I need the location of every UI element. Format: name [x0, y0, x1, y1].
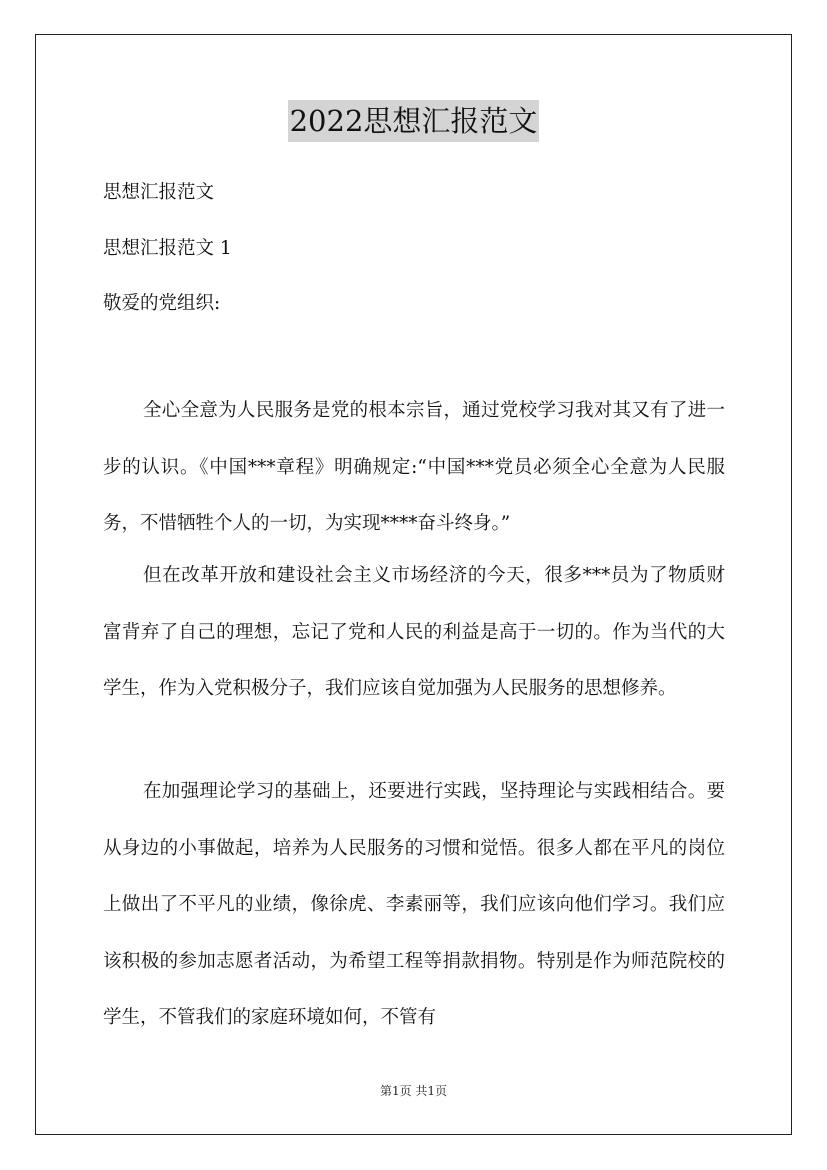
paragraph-3: 在加强理论学习的基础上，还要进行实践，坚持理论与实践相结合。要从身边的小事做起，培养为人民服务的习惯和觉悟。很多人都在平凡的岗位上做出了不平凡的业绩，像徐虎、李素丽等，我们应该向他们学习。我们应该积极的参加志愿者活动，为希望工程等捐款捐物。特别是作为师范院校的学生，不管我们的家庭环境如何，不管有: [103, 781, 725, 1028]
document-title: 2022思想汇报范文: [288, 100, 540, 142]
paragraph-1: 全心全意为人民服务是党的根本宗旨，通过党校学习我对其又有了进一步的认识。《中国***章程》明确规定:“中国***党员必须全心全意为人民服务，不惜牺牲个人的一切，为实现****奋斗终身。”: [103, 400, 725, 534]
paragraph-2: 但在改革开放和建设社会主义市场经济的今天，很多***员为了物质财富背弃了自己的理想，忘记了党和人民的利益是高于一切的。作为当代的大学生，作为入党积极分子，我们应该自觉加强为人民服务的思想修养。: [103, 565, 725, 699]
salutation: 敬爱的党组织:: [103, 293, 221, 314]
page-footer: 第1页 共1页: [379, 1084, 448, 1098]
section-heading: 思想汇报范文 1: [103, 238, 232, 259]
document-subtitle: 思想汇报范文: [103, 182, 215, 203]
title-container: [0, 100, 827, 142]
